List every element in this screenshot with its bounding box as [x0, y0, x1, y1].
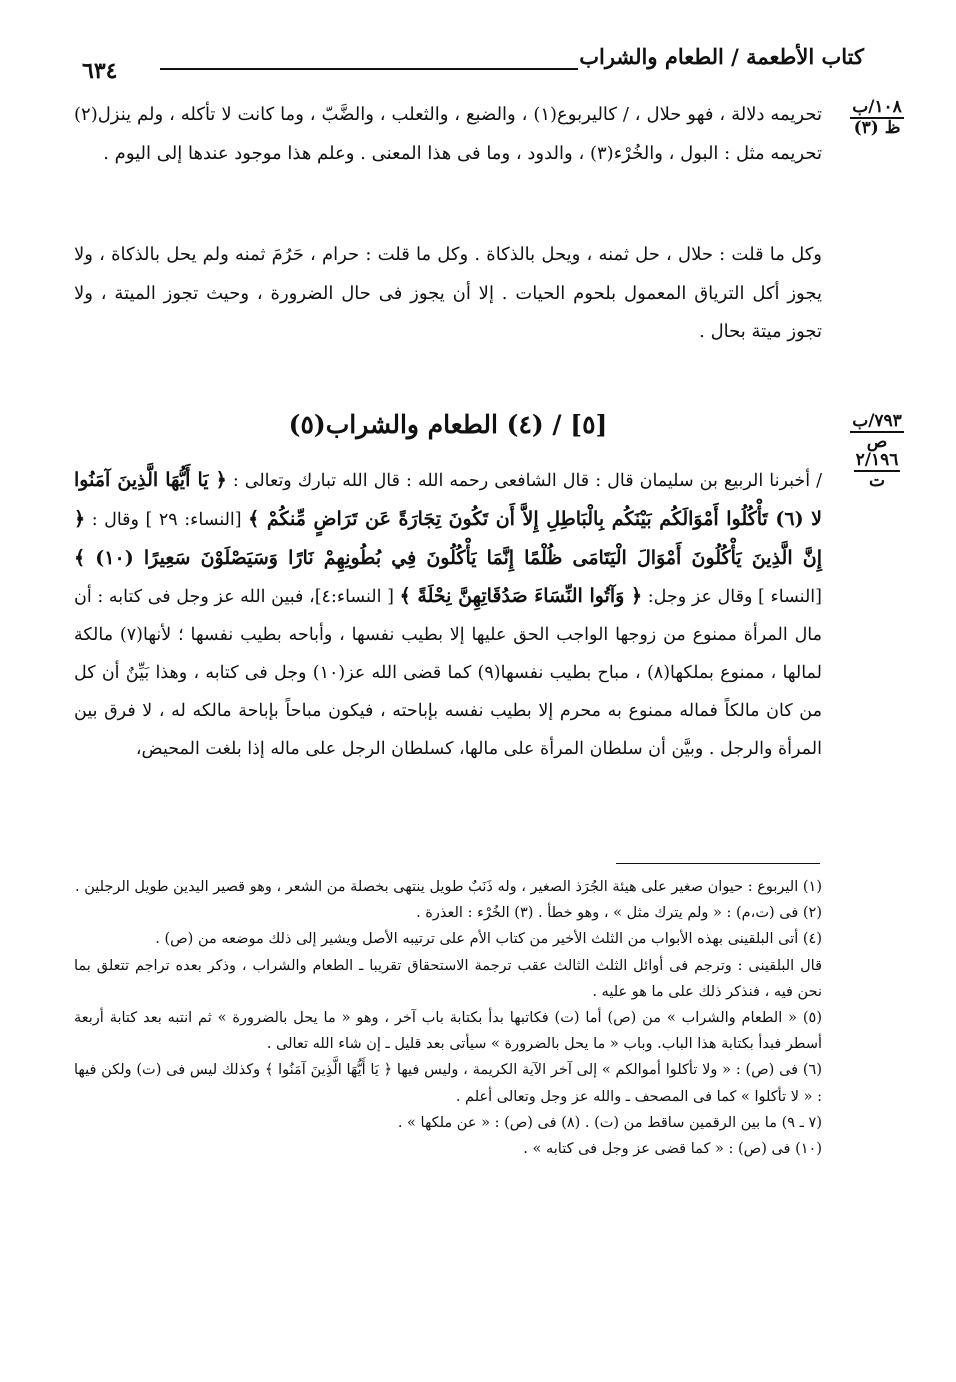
- section-heading: [٥] / (٤) الطعام والشراب(٥): [288, 410, 608, 439]
- running-header-title: كتاب الأطعمة / الطعام والشراب: [579, 44, 864, 69]
- quran-verse: ﴿ وَآتُوا النِّسَاءَ صَدُقَاتِهِنَّ نِحْلَةً ﴾: [399, 585, 643, 608]
- paragraph: تحريمه دلالة ، فهو حلال ، / كاليربوع(١) ، والضبع ، والثعلب ، والضَّبّ ، وما كانت لا تأكله ، ولم ينزل(٢) تحريمه مثل : البول ، والخُرْء(٣) ، والدود ، وما فى هذا المعنى . وعلم هذا موجود عندها إلى اليوم .: [74, 104, 822, 164]
- footnote: (٥) « الطعام والشراب » من (ص) أما (ت) فكاتبها بدأ بكتابة باب آخر ، وهو « ما يحل بالضرورة » ثم انتبه بعد كتابة أربعة أسطر فبدأ بكتابة هذا الباب. وباب « ما يحل بالضرورة » سيأتى بعد قليل ـ إن شاء الله تعالى .: [74, 1010, 822, 1053]
- paragraph: وكل ما قلت : حلال ، حل ثمنه ، ويحل بالذكاة . وكل ما قلت : حرام ، حَرُمَ ثمنه ولم يحل بالذكاة ، ولا يجوز أكل الترياق المعمول بلحوم الحيات . إلا أن يجوز فى حال الضرورة ، وحيث تجوز الميتة ، ولا تجوز ميتة بحال .: [74, 244, 822, 343]
- section-intro: / أخبرنا الربيع بن سليمان قال : قال الشافعى رحمه الله : قال الله تبارك وتعالى :: [232, 471, 822, 491]
- footnotes: [74, 874, 822, 1162]
- section-body: [74, 462, 822, 768]
- footnote: (١) اليربوع : حيوان صغير على هيئة الجُرَذ الصغير ، وله ذَنَبٌ طويل ينتهى بخصلة من الشعر ، وهو قصير اليدين طويل الرجلين .: [74, 879, 822, 895]
- page-number: ٦٣٤: [82, 58, 118, 84]
- footnote: قال البلقينى : وترجم فى أوائل الثلث الثالث عقب ترجمة الاستحقاق تقريبا ـ الطعام والشراب ، وذكر بعده تراجم تتعلق بما نحن فيه ، فنذكر ذلك على ما هو عليه .: [74, 957, 822, 1000]
- margin-folio: ٧٩٣/ب: [852, 411, 902, 431]
- margin-folio: ١٠٨/ب: [852, 97, 902, 117]
- connector-text: وقال :: [91, 509, 139, 530]
- quran-verse: ﴿ إِنَّ الَّذِينَ يَأْكُلُونَ أَمْوَالَ الْيَتَامَى ظُلْمًا إِنَّمَا يَأْكُلُونَ فِي بُطُونِهِمْ نَارًا وَسَيَصْلَوْنَ سَعِيرًا (١٠) ﴾: [74, 507, 822, 569]
- footnote: (٦) فى (ص) : « ولا تأكلوا أموالكم » إلى آخر الآية الكريمة ، وليس فيها ﴿ يَا أَيُّهَا الَّذِينَ آمَنُوا ﴾ وكذلك ليس فى (ت) ولكن فيها : « لا تأكلوا » كما فى المصحف ـ والله عز وجل وتعالى أعلم .: [74, 1062, 822, 1105]
- footnote: (٢) فى (ت،م) : « ولم يترك مثل » ، وهو خطأ . (٣) الخُرْء : العذرة .: [416, 905, 822, 922]
- margin-source: ظ (٣): [853, 117, 901, 138]
- margin-source: ت: [868, 471, 885, 492]
- section-text: فبين الله عز وجل فى كتابه : أن مال المرأة ممنوع من زوجها الواجب الحق عليها إلا بطيب نفسها ، وأباحه بطيب نفسها ؛ لأنها(٧) مالكة لمالها ، ممنوع بملكها(٨) ، مباح بطيب نفسها(٩) كما قضى الله عز(١٠) وجل فى كتابه ، وهذا بَيِّنٌ أن كل من كان مالكاً فماله ممنوع به محرم إلا بطيب نفسه بإباحته ، فيكون مباحاً بإباحة مالكه له ، لا فرق بين المرأة والرجل . وبيَّن أن سلطان المرأة على مالها، كسلطان الرجل على ماله إذا بلغت المحيض،: [74, 587, 822, 759]
- verse-reference: [النساء: ٢٩ ]: [145, 509, 242, 530]
- margin-source: ص: [866, 431, 888, 452]
- header-rule: [160, 68, 578, 70]
- quran-verse: ﴿ يَا أَيُّهَا الَّذِينَ آمَنُوا لا (٦) تَأْكُلُوا أَمْوَالَكُم بَيْنَكُم بِالْبَاطِلِ إِلاَّ أَن تَكُونَ تِجَارَةً عَن تَرَاضٍ مِّنكُمْ ﴾: [74, 469, 822, 530]
- footnote: (١٠) فى (ص) : « كما قضى عز وجل فى كتابه » .: [523, 1141, 822, 1158]
- footnote-separator: [616, 863, 820, 864]
- margin-folio: ٢/١٩٦: [855, 450, 899, 471]
- footnote: (٧ ـ ٩) ما بين الرقمين ساقط من (ت) . (٨) فى (ص) : « عن ملكها » .: [397, 1114, 822, 1131]
- margin-note-manuscript-ref-2: [848, 412, 906, 491]
- verse-reference: [ النساء:٤]،: [309, 587, 394, 608]
- verse-reference: [النساء ]: [758, 587, 822, 608]
- connector-text: وقال عز وجل:: [647, 587, 753, 608]
- footnote: (٤) أتى البلقينى بهذه الأبواب من الثلث الأخير من كتاب الأم على ترتيبه الأصل ويشير إلى ذلك موضعه من (ص) .: [155, 931, 822, 948]
- margin-note-manuscript-ref-1: [848, 98, 906, 137]
